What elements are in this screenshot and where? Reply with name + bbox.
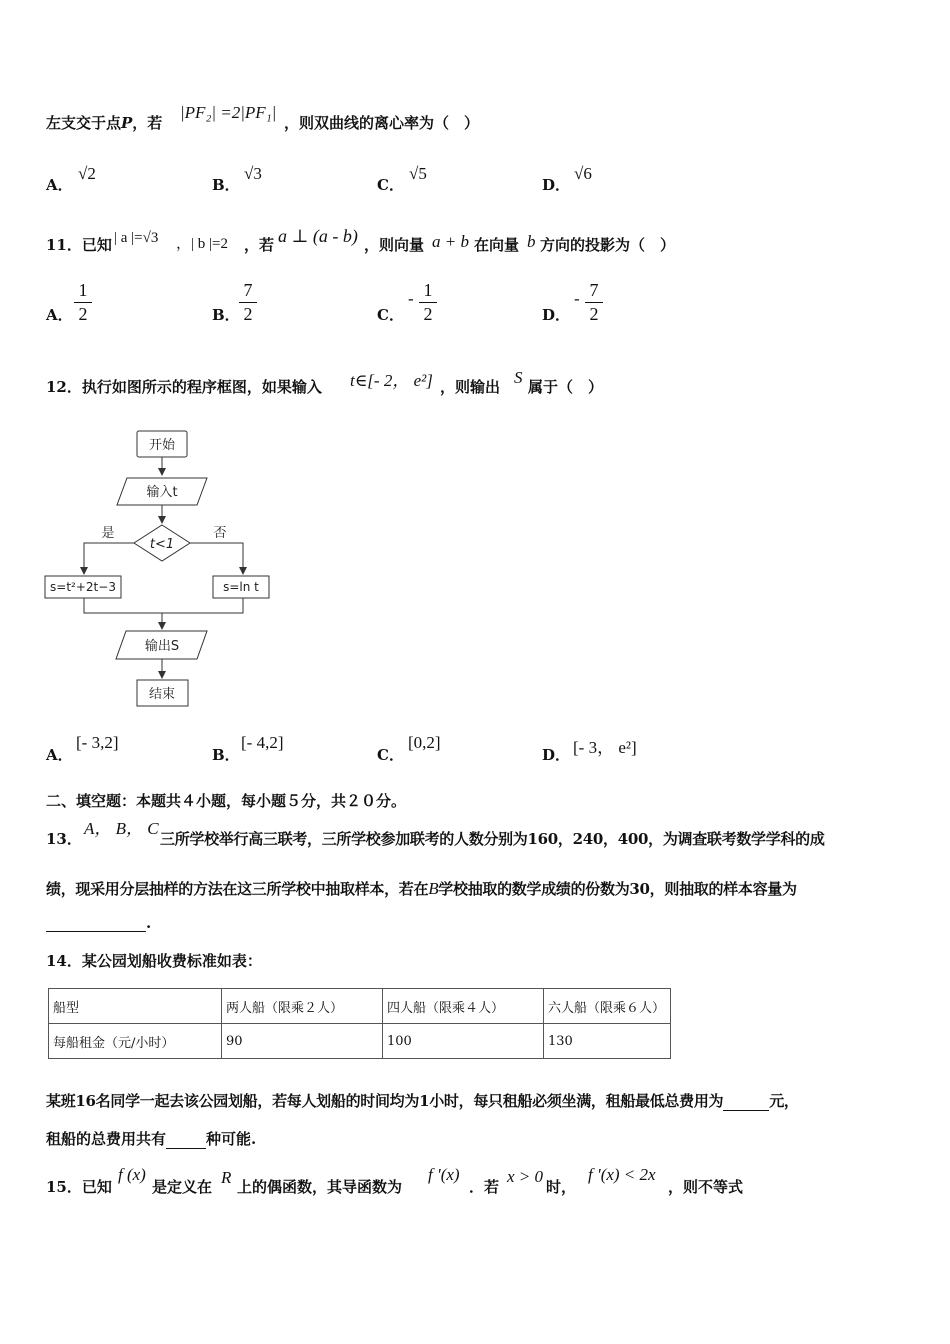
q10-option-c-label: C．	[377, 176, 404, 194]
q11-option-d-fraction: 7 2	[585, 280, 603, 325]
table-row	[49, 1024, 671, 1059]
q11-option-c-fraction: 1 2	[419, 280, 437, 325]
table-cell: 每船租金（元/小时）	[49, 1024, 222, 1059]
q11-post: 方向的投影为（ ）	[540, 236, 676, 254]
flow-output-text: 输出S	[144, 639, 180, 654]
q11-mid: ，则向量	[364, 236, 425, 254]
table-cell: 130	[544, 1024, 671, 1059]
q13-answer-line: .	[46, 914, 151, 932]
q15-f-prime: f ′(x)	[428, 1165, 460, 1184]
flow-end-text: 结束	[148, 687, 176, 702]
flowchart	[40, 425, 280, 715]
q11-ruo: ，若	[244, 236, 275, 254]
q15-mid4: 时，	[546, 1178, 577, 1196]
q10-option-a-label: A．	[46, 176, 73, 194]
q12-option-c-label: C．	[377, 746, 404, 764]
q10-stem: 左支交于点P，若	[46, 114, 163, 132]
q10-option-b-label: B．	[212, 176, 240, 194]
q11-option-b-fraction: 7 2	[239, 280, 257, 325]
q12-option-b-value: [- 4,2]	[241, 733, 284, 752]
q11-option-a-label: A．	[46, 306, 73, 324]
table-row	[49, 989, 671, 1024]
q15-post: ，则不等式	[668, 1178, 744, 1196]
q14-title: 14．某公园划船收费标准如表：	[46, 952, 262, 970]
q14-line-1: 某班16名同学一起去该公园划船，若每人划船的时间均为1小时，每只租船必须坐满，租船最低总费用为 元，	[46, 1092, 799, 1110]
q10-option-c-value: √5	[409, 164, 427, 183]
q11-b-condition: ，| b |=2	[176, 236, 228, 252]
q11-option-b-label: B．	[212, 306, 240, 324]
q14-blank-min-cost[interactable]	[723, 1096, 769, 1111]
q15-cond1: x > 0	[507, 1167, 544, 1186]
q13-line-1: 三所学校举行高三联考，三所学校参加联考的人数分别为160，240，400，为调查联考数学学科的成	[160, 830, 825, 848]
q15-cond2: f ′(x) < 2x	[588, 1165, 656, 1184]
q15-mid1: 是定义在	[152, 1178, 213, 1196]
q13-schools: A， B， C	[84, 819, 159, 838]
flow-input-text: 输入t	[146, 485, 178, 500]
q15-mid3: ．若	[469, 1178, 500, 1196]
q11-option-d-sign: -	[574, 289, 580, 308]
q11-perp: a ⊥ (a - b)	[278, 226, 358, 246]
q10-condition: |PF₂| =2|PF₁|	[180, 103, 277, 122]
q15-number: 15．已知	[46, 1178, 112, 1196]
q13-line-2: 绩，现采用分层抽样的方法在这三所学校中抽取样本，若在B学校抽取的数学成绩的份数为30，则抽取的样本容量为	[46, 879, 797, 898]
q10-option-a-value: √2	[78, 164, 96, 183]
fee-table	[48, 988, 671, 1059]
q10-option-b-value: √3	[244, 164, 262, 183]
q10-stem-end: ，则双曲线的离心率为（ ）	[284, 114, 480, 132]
q11-option-d-label: D．	[542, 306, 571, 324]
q12-option-d-label: D．	[542, 746, 571, 764]
flow-condition-text: t<1	[149, 537, 175, 552]
q13-blank[interactable]	[46, 915, 146, 932]
q11-option-c-label: C．	[377, 306, 404, 324]
q14-line-2: 租船的总费用共有 种可能.	[46, 1130, 257, 1148]
q12-mid: ，则输出	[440, 378, 501, 396]
q15-mid2: 上的偶函数，其导函数为	[237, 1178, 403, 1196]
flow-yes-label: 是	[101, 526, 115, 541]
q15-f: f (x)	[118, 1165, 146, 1184]
q12-option-a-label: A．	[46, 746, 73, 764]
q10-option-d-value: √6	[574, 164, 592, 183]
q12-option-c-value: [0,2]	[408, 733, 441, 752]
q11-option-c-sign: -	[408, 289, 414, 308]
q15-R: R	[221, 1168, 232, 1187]
q13-number: 13．	[46, 830, 82, 848]
q12-option-a-value: [- 3,2]	[76, 733, 119, 752]
table-cell: 六人船（限乘６人）	[544, 989, 671, 1024]
q12-option-b-label: B．	[212, 746, 240, 764]
q11-number: 11．已知	[46, 236, 112, 254]
table-cell: 90	[222, 1024, 383, 1059]
q12-s-symbol: S	[514, 368, 523, 387]
flow-no-label: 否	[213, 526, 227, 541]
q10-option-d-label: D．	[542, 176, 571, 194]
q12-range: t∈[- 2， e²]	[350, 371, 433, 390]
q12-option-d-value: [- 3， e²]	[573, 738, 637, 757]
flow-right-formula: s=ln t	[223, 580, 259, 594]
flow-left-formula: s=t²+2t−3	[50, 580, 116, 594]
table-cell: 船型	[49, 989, 222, 1024]
flow-start-text: 开始	[148, 438, 176, 453]
q11-option-a-fraction: 1 2	[74, 280, 92, 325]
q14-blank-count[interactable]	[166, 1134, 206, 1149]
table-cell: 两人船（限乘２人）	[222, 989, 383, 1024]
q12-post: 属于（ ）	[528, 378, 604, 396]
q11-b-vector: b	[527, 232, 536, 251]
q11-sum: a + b	[432, 232, 469, 251]
section-2-heading: 二、填空题：本题共４小题，每小题５分，共２０分。	[46, 792, 407, 810]
q11-a-condition: | a |=√3	[114, 230, 159, 246]
q12-stem: 12．执行如图所示的程序框图，如果输入	[46, 378, 322, 396]
q11-mid2: 在向量	[474, 236, 520, 254]
table-cell: 四人船（限乘４人）	[383, 989, 544, 1024]
table-cell: 100	[383, 1024, 544, 1059]
